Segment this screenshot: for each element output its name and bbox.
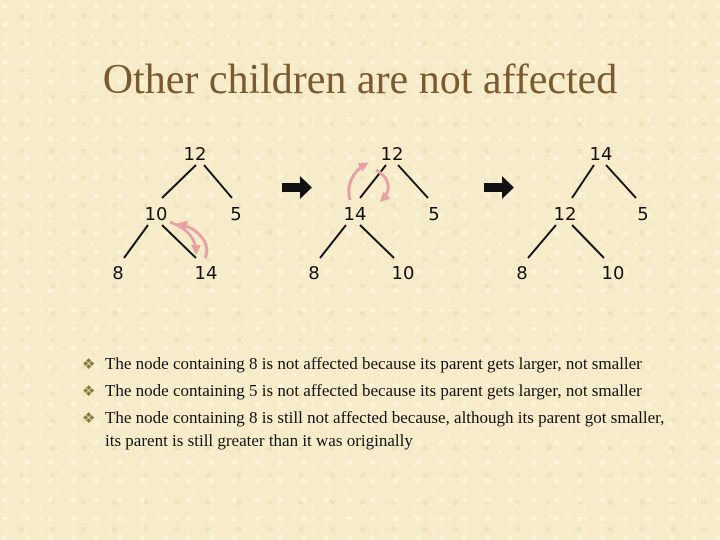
bullet-item (82, 379, 682, 402)
tree-edge (572, 225, 604, 258)
diamond-bullet-icon: ❖ (82, 355, 96, 373)
transition-arrow-shaft (282, 183, 302, 192)
transition-arrow-head (300, 176, 312, 199)
heap-node-left-left: 8 (516, 263, 528, 284)
bullet-item (82, 352, 682, 375)
heap-node-right: 5 (230, 204, 242, 225)
heap-node-left: 14 (343, 204, 367, 225)
diamond-bullet-icon: ❖ (82, 409, 96, 427)
heap-node-right: 5 (637, 204, 649, 225)
bullet-text: The node containing 8 is not affected because its parent gets larger, not smaller (105, 354, 642, 373)
heap-node-right: 5 (428, 204, 440, 225)
tree-edge (398, 165, 428, 198)
bullet-list (82, 352, 682, 456)
heap-node-root: 14 (589, 144, 613, 165)
slide-title: Other children are not affected (102, 57, 618, 103)
heap-node-root: 12 (380, 144, 404, 165)
tree-2 (308, 144, 439, 284)
tree-edge (528, 225, 556, 258)
tree-1 (112, 144, 241, 284)
heap-node-root: 12 (183, 144, 207, 165)
heap-node-left-right: 14 (194, 263, 218, 284)
transition-arrow-2 (484, 176, 514, 199)
tree-edge (162, 225, 196, 258)
heap-node-left: 10 (144, 204, 168, 225)
transition-arrow-head (502, 176, 514, 199)
heap-node-left: 12 (553, 204, 577, 225)
tree-edge (162, 165, 196, 198)
transition-arrow-1 (282, 176, 312, 199)
tree-edge (124, 225, 148, 258)
tree-edge (320, 225, 346, 258)
bullet-text: The node containing 5 is not affected because its parent gets larger, not smaller (105, 381, 642, 400)
bullet-item (82, 406, 682, 452)
tree-edge (360, 225, 394, 258)
tree-edge (204, 165, 232, 198)
diamond-bullet-icon: ❖ (82, 382, 96, 400)
heap-node-left-right: 10 (601, 263, 625, 284)
heap-node-left-right: 10 (391, 263, 415, 284)
transition-arrow-shaft (484, 183, 504, 192)
tree-edge (360, 165, 386, 198)
heap-node-left-left: 8 (112, 263, 124, 284)
tree-edge (572, 165, 594, 198)
tree-3 (516, 144, 648, 284)
bullet-text: The node containing 8 is still not affected because, although its parent got smaller, its parent is still greater than it was originally (105, 408, 665, 450)
tree-edge (606, 165, 636, 198)
heap-node-left-left: 8 (308, 263, 320, 284)
